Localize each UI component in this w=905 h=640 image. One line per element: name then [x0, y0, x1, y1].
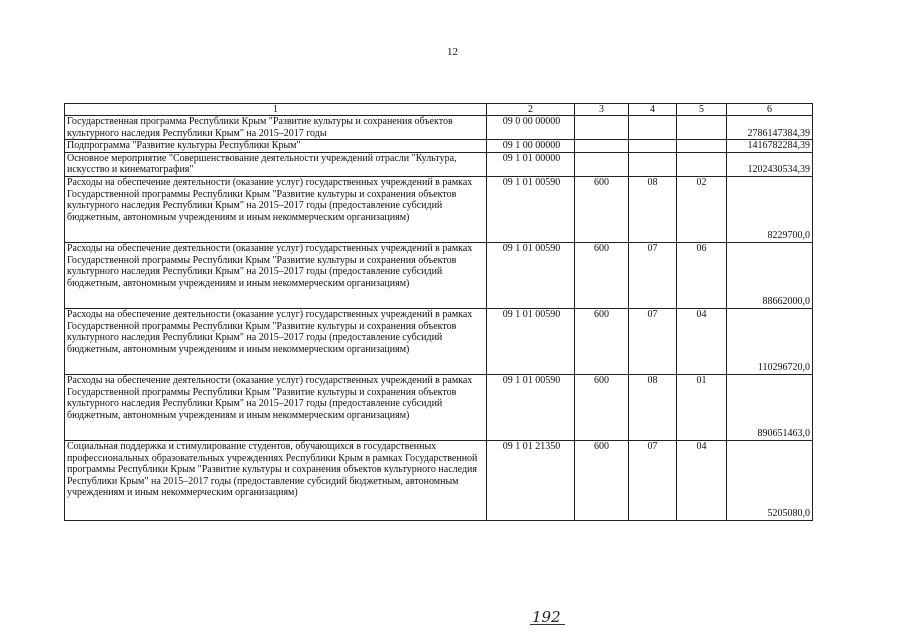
row-expense-type: 600 [575, 242, 629, 308]
row-section: 07 [629, 440, 677, 520]
row-target-code: 09 1 01 00590 [487, 242, 575, 308]
page-number: 12 [447, 46, 458, 58]
row-section [629, 116, 677, 140]
row-amount: 8229700,0 [727, 176, 813, 242]
table-row [65, 116, 813, 140]
column-header: 4 [629, 104, 677, 116]
row-expense-type: 600 [575, 440, 629, 520]
row-amount: 2786147384,39 [727, 116, 813, 140]
row-name: Расходы на обеспечение деятельности (оказание услуг) государственных учреждений в рамках Государственной программы Республики Крым "Развитие культуры и сохранения объектов культурного наследия Республики Крым" на 2015–2017 годы (предоставление субсидий бюджетным, автономным учреждениям и иным некоммерческим организациям) [65, 374, 487, 440]
row-name: Расходы на обеспечение деятельности (оказание услуг) государственных учреждений в рамках Государственной программы Республики Крым "Развитие культуры и сохранения объектов культурного наследия Республики Крым" на 2015–2017 годы (предоставление субсидий бюджетным, автономным учреждениям и иным некоммерческим организациям) [65, 176, 487, 242]
row-name: Социальная поддержка и стимулирование студентов, обучающихся в государственных профессиональных образовательных учреждениях Республики Крым в рамках Государственной программы Республики Крым "Развитие культуры и сохранения объектов культурного наследия Республики Крым" на 2015–2017 годы (предоставление субсидий бюджетным, автономным учреждениям и иным некоммерческим организациям) [65, 440, 487, 520]
row-target-code: 09 1 00 00000 [487, 140, 575, 153]
row-name: Расходы на обеспечение деятельности (оказание услуг) государственных учреждений в рамках Государственной программы Республики Крым "Развитие культуры и сохранения объектов культурного наследия Республики Крым" на 2015–2017 годы (предоставление субсидий бюджетным, автономным учреждениям и иным некоммерческим организациям) [65, 242, 487, 308]
row-expense-type [575, 116, 629, 140]
row-subsection [677, 140, 727, 153]
row-target-code: 09 1 01 00000 [487, 152, 575, 176]
row-expense-type: 600 [575, 308, 629, 374]
row-expense-type [575, 140, 629, 153]
column-header: 3 [575, 104, 629, 116]
row-section [629, 140, 677, 153]
handwritten-page-mark [532, 608, 561, 626]
row-subsection: 04 [677, 440, 727, 520]
column-header: 1 [65, 104, 487, 116]
table-row [65, 140, 813, 153]
row-subsection: 04 [677, 308, 727, 374]
column-header: 6 [727, 104, 813, 116]
handwritten-underline [530, 624, 565, 625]
row-subsection: 06 [677, 242, 727, 308]
table-row [65, 440, 813, 520]
row-expense-type [575, 152, 629, 176]
table-row [65, 152, 813, 176]
row-subsection [677, 152, 727, 176]
row-amount: 1202430534,39 [727, 152, 813, 176]
row-amount: 110296720,0 [727, 308, 813, 374]
row-section: 07 [629, 242, 677, 308]
row-name: Расходы на обеспечение деятельности (оказание услуг) государственных учреждений в рамках Государственной программы Республики Крым "Развитие культуры и сохранения объектов культурного наследия Республики Крым" на 2015–2017 годы (предоставление субсидий бюджетным, автономным учреждениям и иным некоммерческим организациям) [65, 308, 487, 374]
row-name: Подпрограмма "Развитие культуры Республики Крым" [65, 140, 487, 153]
row-amount: 890651463,0 [727, 374, 813, 440]
table-row [65, 242, 813, 308]
column-header: 2 [487, 104, 575, 116]
row-subsection [677, 116, 727, 140]
row-name: Государственная программа Республики Крым "Развитие культуры и сохранения объектов культурного наследия Республики Крым" на 2015–2017 годы [65, 116, 487, 140]
row-expense-type: 600 [575, 176, 629, 242]
row-section: 08 [629, 176, 677, 242]
row-name: Основное мероприятие "Совершенствование деятельности учреждений отрасли "Культура, искусство и кинематография" [65, 152, 487, 176]
row-amount: 5205080,0 [727, 440, 813, 520]
row-expense-type: 600 [575, 374, 629, 440]
handwritten-page-mark-text: 192 [532, 608, 561, 626]
row-target-code: 09 1 01 00590 [487, 308, 575, 374]
row-subsection: 02 [677, 176, 727, 242]
column-header: 5 [677, 104, 727, 116]
table-row [65, 308, 813, 374]
row-target-code: 09 0 00 00000 [487, 116, 575, 140]
row-target-code: 09 1 01 00590 [487, 176, 575, 242]
row-section: 08 [629, 374, 677, 440]
row-section [629, 152, 677, 176]
row-amount: 88662000,0 [727, 242, 813, 308]
budget-table [64, 103, 813, 521]
row-amount: 1416782284,39 [727, 140, 813, 153]
table-header-row [65, 104, 813, 116]
row-section: 07 [629, 308, 677, 374]
table-row [65, 374, 813, 440]
row-target-code: 09 1 01 00590 [487, 374, 575, 440]
row-target-code: 09 1 01 21350 [487, 440, 575, 520]
row-subsection: 01 [677, 374, 727, 440]
table-row [65, 176, 813, 242]
